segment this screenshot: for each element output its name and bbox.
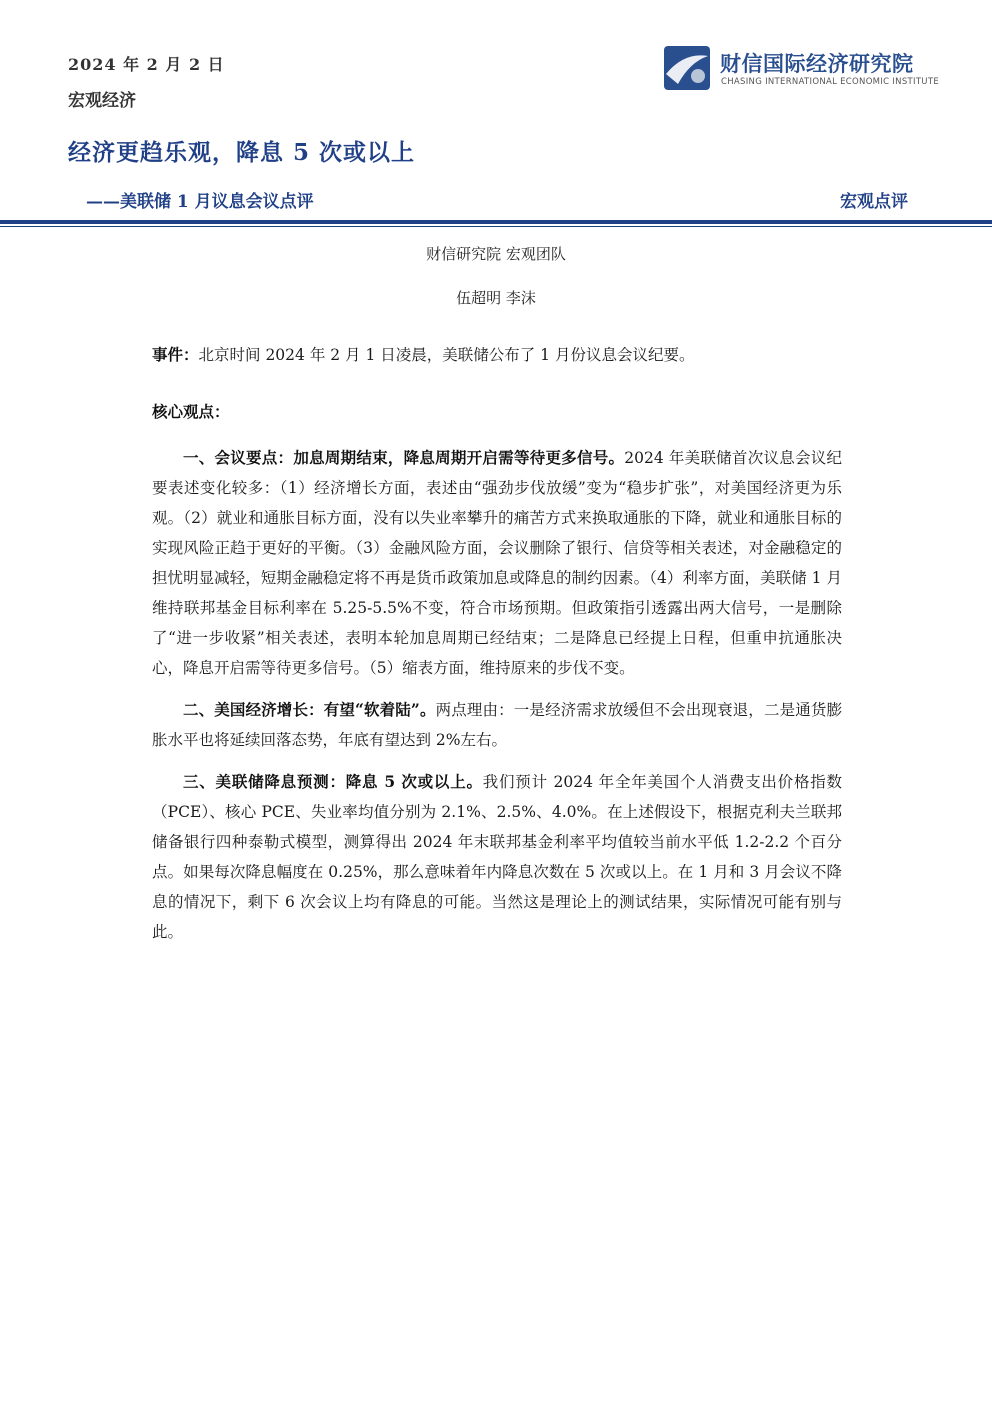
point-heading: 三、美联储降息预测：降息 5 次或以上。: [183, 772, 483, 791]
institute-logo: [664, 44, 939, 94]
point-body: 我们预计 2024 年全年美国个人消费支出价格指数（PCE）、核心 PCE、失业率均值分别为 2.1%、2.5%、4.0%。在上述假设下，根据克利夫兰联邦储备银行四种泰勒式模型，测算得出 2024 年末联邦基金利率平均值较当前水平低 1.2-2.2 个百分点。如果每次降息幅度在 0.25%，那么意味着年内降息次数在 5 次或以上。在 1 月和 3 月会议不降息的情况下，剩下 6 次会议上均有降息的可能。当然这是理论上的测试结果，实际情况可能有别与此。: [152, 773, 843, 941]
point-heading: 二、美国经济增长：有望“软着陆”。: [183, 700, 436, 719]
author-names: 伍超明 李沫: [456, 289, 536, 307]
event-label: 事件：: [152, 345, 199, 364]
point-body: 两点理由：一是经济需求放缓但不会出现衰退，二是通货膨胀水平也将延续回落态势，年底有望达到 2%左右。: [152, 701, 842, 749]
point-heading: 一、会议要点：加息周期结束，降息周期开启需等待更多信号。: [183, 448, 625, 467]
event-text: 北京时间 2024 年 2 月 1 日凌晨，美联储公布了 1 月份议息会议纪要。: [198, 346, 695, 364]
institute-logo-icon: [664, 44, 714, 94]
report-type-tag: 宏观点评: [840, 192, 908, 212]
event-paragraph: [152, 340, 842, 370]
point-paragraph: [152, 767, 842, 947]
logo-chinese-name: 财信国际经济研究院: [720, 52, 914, 76]
point-body: 2024 年美联储首次议息会议纪要表述变化较多：（1）经济增长方面，表述由“强劲步伐放缓”变为“稳步扩张”，对美国经济更为乐观。（2）就业和通胀目标方面，没有以失业率攀升的痛苦方式来换取通胀的下降，就业和通胀目标的实现风险正趋于更好的平衡。（3）金融风险方面，会议删除了银行、信贷等相关表述，对金融稳定的担忧明显减轻，短期金融稳定将不再是货币政策加息或降息的制约因素。（4）利率方面，美联储 1 月维持联邦基金目标利率在 5.25-5.5%不变，符合市场预期。但政策指引透露出两大信号，一是删除了“进一步收紧”相关表述，表明本轮加息周期已经结束；二是降息已经提上日程，但重申抗通胀决心，降息开启需等待更多信号。（5）缩表方面，维持原来的步伐不变。: [152, 449, 842, 677]
report-title: 经济更趋乐观，降息 5 次或以上: [68, 139, 416, 166]
logo-english-name: CHASING INTERNATIONAL ECONOMIC INSTITUTE: [721, 77, 939, 87]
header-divider-thin: [0, 226, 992, 227]
point-paragraph: [152, 695, 842, 755]
point-paragraph: [152, 443, 842, 683]
report-body: [152, 340, 842, 959]
report-subtitle: ——美联储 1 月议息会议点评: [86, 192, 314, 212]
header-divider: [0, 220, 992, 224]
report-date: 2024 年 2 月 2 日: [68, 55, 225, 74]
author-team: 财信研究院 宏观团队: [426, 245, 566, 263]
core-views-label: 核心观点：: [152, 402, 230, 421]
report-category: 宏观经济: [68, 91, 136, 111]
